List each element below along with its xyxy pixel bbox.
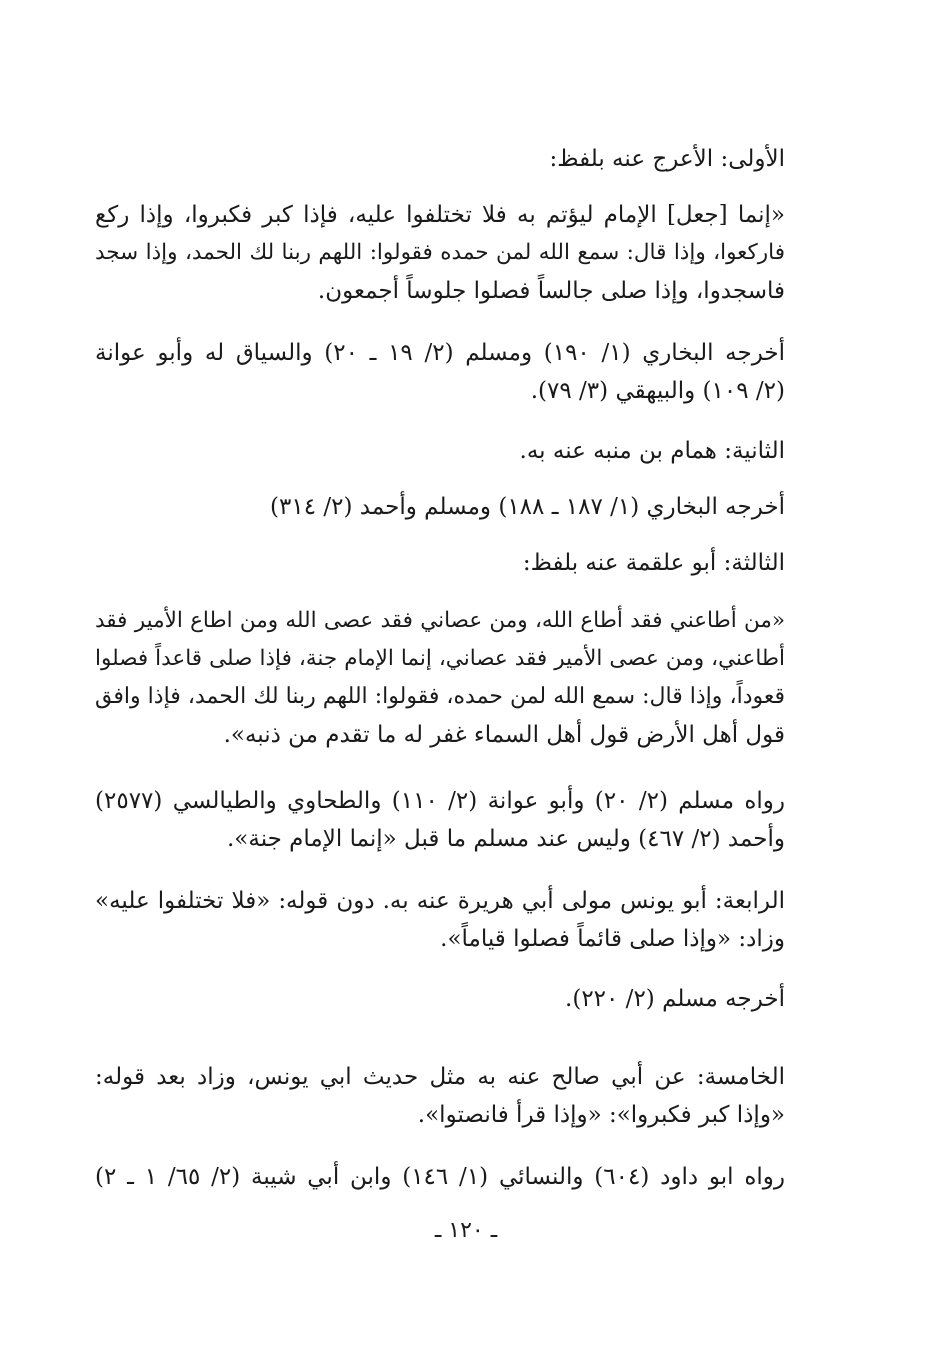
takhrij-1 [95,334,785,410]
text-line: أطاعني، ومن عصى الأمير فقد عصاني، إنما الإمام جنة، فإذا صلى قاعداً فصلوا [95,646,785,671]
text-line: وزاد: «وإذا صلى قائماً فصلوا قياماً». [440,926,785,952]
takhrij-2 [95,488,785,526]
page-number: ـ ١٢٠ ـ [434,1218,498,1243]
heading-third-chain [95,544,785,582]
takhrij-4 [95,980,785,1018]
hadith-text-1 [95,196,785,310]
text-line: قعوداً، وإذا قال: سمع الله لمن حمده، فقولوا: اللهم ربنا لك الحمد، فإذا وافق [95,684,785,709]
text-line: فاركعوا، وإذا قال: سمع الله لمن حمده فقولوا: اللهم ربنا لك الحمد، وإذا سجد [95,240,785,265]
text-line: أخرجه البخاري (١/ ١٨٧ ـ ١٨٨) ومسلم وأحمد (٢/ ٣١٤) [270,494,785,520]
text-line: رواه مسلم (٢/ ٢٠) وأبو عوانة (٢/ ١١٠) والطحاوي والطيالسي (٢٥٧٧) [95,788,786,814]
text-line: الثانية: همام بن منبه عنه به. [519,438,785,464]
text-line: الخامسة: عن أبي صالح عنه به مثل حديث ابي يونس، وزاد بعد قوله: [95,1064,785,1090]
text-line: أخرجه البخاري (١/ ١٩٠) ومسلم (٢/ ١٩ ـ ٢٠) والسياق له وأبو عوانة [95,340,786,366]
text-line: «وإذا كبر فكبروا»: «وإذا قرأ فانصتوا». [417,1102,785,1128]
text-line: «إنما [جعل] الإمام ليؤتم به فلا تختلفوا عليه، فإذا كبر فكبروا، وإذا ركع [95,202,785,228]
text-line: أخرجه مسلم (٢/ ٢٢٠). [565,986,785,1012]
text-line: الأولى: الأعرج عنه بلفظ: [549,146,785,172]
text-line: «من أطاعني فقد أطاع الله، ومن عصاني فقد عصى الله ومن اطاع الأمير فقد [95,608,785,633]
heading-fifth-chain [95,1058,785,1134]
takhrij-3 [95,782,785,858]
heading-second-chain [95,432,785,470]
text-line: رواه ابو داود (٦٠٤) والنسائي (١/ ١٤٦) وابن أبي شيبة (٢/ ٦٥/ ١ ـ ٢) [95,1164,785,1190]
text-line: الرابعة: أبو يونس مولى أبي هريرة عنه به. دون قوله: «فلا تختلفوا عليه» [95,888,785,914]
text-line: الثالثة: أبو علقمة عنه بلفظ: [522,550,785,576]
text-line: فاسجدوا، وإذا صلى جالساً فصلوا جلوساً أجمعون. [317,278,785,304]
hadith-text-3 [95,602,785,754]
heading-fourth-chain [95,882,785,958]
text-line: (٢/ ١٠٩) والبيهقي (٣/ ٧٩). [530,378,785,404]
text-line: قول أهل الأرض قول أهل السماء غفر له ما تقدم من ذنبه». [223,722,785,748]
heading-first-chain [95,140,785,178]
takhrij-5 [95,1158,785,1196]
text-line: وأحمد (٢/ ٤٦٧) وليس عند مسلم ما قبل «إنما الإمام جنة». [227,826,785,852]
